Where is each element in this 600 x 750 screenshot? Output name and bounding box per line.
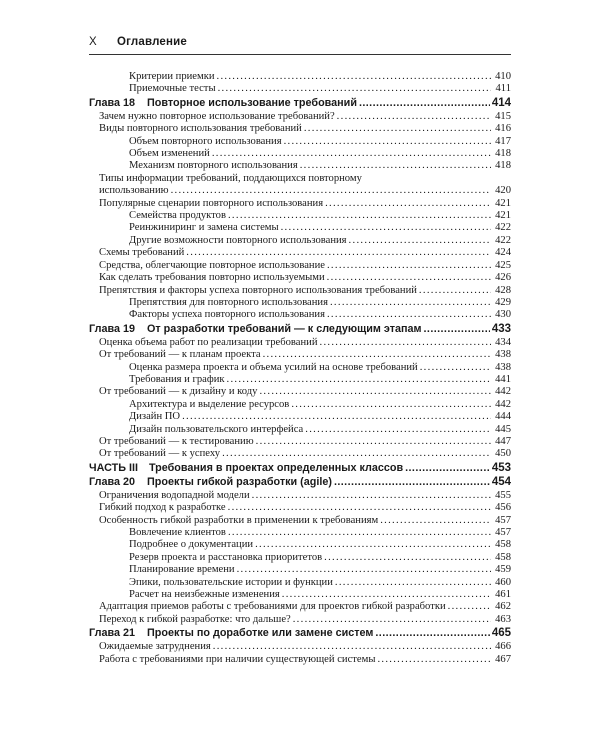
toc-entry-title: Зачем нужно повторное использование требований? bbox=[99, 110, 335, 122]
chapter-label: Глава 19 bbox=[89, 322, 135, 335]
toc-entry-title: Требования и график bbox=[129, 373, 225, 385]
toc-section[interactable] bbox=[89, 349, 511, 361]
chapter-label: Глава 18 bbox=[89, 96, 135, 109]
toc-entry-title: Глава 19 От разработки требований — к следующим этапам bbox=[89, 322, 422, 335]
toc-row bbox=[99, 448, 511, 460]
toc-row bbox=[99, 272, 511, 284]
toc-subsection[interactable] bbox=[89, 71, 511, 83]
toc-subsection[interactable] bbox=[89, 148, 511, 160]
toc-entry-title: Популярные сценарии повторного использования bbox=[99, 197, 324, 209]
toc-section[interactable] bbox=[89, 614, 511, 626]
toc-subsection[interactable] bbox=[89, 399, 511, 411]
dot-leader bbox=[218, 83, 491, 95]
toc-page-number: 458 bbox=[495, 539, 511, 551]
toc-page-number: 417 bbox=[495, 135, 511, 147]
toc-section[interactable] bbox=[89, 198, 511, 210]
toc-page-number: 463 bbox=[495, 613, 511, 625]
dot-leader bbox=[327, 272, 491, 284]
dot-leader bbox=[359, 97, 490, 109]
toc-section[interactable] bbox=[89, 641, 511, 653]
toc-page-number: 442 bbox=[495, 398, 511, 410]
toc-page-number: 418 bbox=[495, 160, 511, 172]
toc-entry-title: От требований — к планам проекта bbox=[99, 349, 261, 361]
toc-row bbox=[129, 235, 511, 247]
toc-section[interactable] bbox=[89, 448, 511, 460]
toc-row bbox=[99, 198, 511, 210]
toc-chapter[interactable] bbox=[89, 627, 511, 640]
toc-page-number: 425 bbox=[495, 259, 511, 271]
dot-leader bbox=[305, 424, 491, 436]
toc-section[interactable] bbox=[89, 123, 511, 135]
toc-entry-title: Глава 18 Повторное использование требований bbox=[89, 96, 357, 109]
toc-entry-title: Глава 21 Проекты по доработке или замене систем bbox=[89, 627, 374, 640]
toc-entry-title: От требований — к дизайну и коду bbox=[99, 386, 258, 398]
toc-entry-title: Дизайн ПО bbox=[129, 411, 181, 423]
toc-row bbox=[99, 601, 511, 613]
toc-page-number: 416 bbox=[495, 123, 511, 135]
toc-subsection[interactable] bbox=[89, 136, 511, 148]
dot-leader bbox=[171, 185, 491, 197]
toc-page-number: 414 bbox=[491, 96, 511, 109]
toc-row bbox=[129, 160, 511, 172]
toc-entry-title: Работа с требованиями при наличии существующей системы bbox=[99, 653, 376, 665]
toc-entry-title: Объем повторного использования bbox=[129, 135, 282, 147]
toc-row bbox=[89, 97, 511, 110]
toc-entry-title: От требований — к тестированию bbox=[99, 435, 254, 447]
toc-section[interactable] bbox=[89, 515, 511, 527]
dot-leader bbox=[375, 627, 489, 639]
toc-row bbox=[99, 515, 511, 527]
part-label: ЧАСТЬ III bbox=[89, 461, 138, 474]
dot-leader bbox=[228, 210, 491, 222]
toc-row bbox=[129, 297, 511, 309]
toc-row bbox=[99, 654, 511, 666]
toc-page-number: 426 bbox=[495, 272, 511, 284]
toc-page-number: 418 bbox=[495, 148, 511, 160]
toc-entry-title: Эпики, пользовательские истории и функции bbox=[129, 576, 333, 588]
dot-leader bbox=[212, 148, 491, 160]
dot-leader bbox=[252, 490, 491, 502]
toc-page-number: 444 bbox=[495, 411, 511, 423]
toc-row bbox=[99, 123, 511, 135]
dot-leader bbox=[334, 476, 490, 488]
dot-leader bbox=[182, 411, 491, 423]
toc-entry-title: Семейства продуктов bbox=[129, 210, 226, 222]
toc-subsection[interactable] bbox=[89, 564, 511, 576]
toc-subsection[interactable] bbox=[89, 309, 511, 321]
toc-page-number: 445 bbox=[495, 423, 511, 435]
dot-leader bbox=[300, 160, 491, 172]
toc-row bbox=[129, 399, 511, 411]
toc-chapter[interactable] bbox=[89, 97, 511, 110]
toc-page-number: 438 bbox=[495, 361, 511, 373]
toc-entry-title: Факторы успеха повторного использования bbox=[129, 309, 325, 321]
toc-row bbox=[129, 539, 511, 551]
toc-subsection[interactable] bbox=[89, 235, 511, 247]
toc-page-number: 447 bbox=[495, 435, 511, 447]
toc-section[interactable] bbox=[89, 436, 511, 448]
toc-subsection[interactable] bbox=[89, 210, 511, 222]
toc-entry-title: Препятствия для повторного использования bbox=[129, 296, 328, 308]
dot-leader bbox=[263, 349, 491, 361]
toc-subsection[interactable] bbox=[89, 297, 511, 309]
toc-page-number: 467 bbox=[495, 653, 511, 665]
toc-row bbox=[129, 564, 511, 576]
dot-leader bbox=[256, 436, 491, 448]
toc-subsection[interactable] bbox=[89, 160, 511, 172]
toc-subsection[interactable] bbox=[89, 374, 511, 386]
toc-entry-title: Подробнее о документации bbox=[129, 539, 254, 551]
section-title: Оглавление bbox=[117, 36, 188, 48]
dot-leader bbox=[327, 309, 491, 321]
chapter-label: Глава 21 bbox=[89, 627, 135, 640]
toc-section[interactable] bbox=[89, 247, 511, 259]
toc-page-number: 460 bbox=[495, 576, 511, 588]
toc-page-number: 457 bbox=[495, 514, 511, 526]
toc-entry-title: Вовлечение клиентов bbox=[129, 527, 226, 538]
dot-leader bbox=[284, 136, 491, 148]
dot-leader bbox=[325, 198, 491, 210]
dot-leader bbox=[377, 654, 491, 666]
toc-page-number: 434 bbox=[495, 336, 511, 348]
dot-leader bbox=[405, 462, 490, 474]
toc-row bbox=[99, 349, 511, 361]
toc-page-number: 458 bbox=[495, 551, 511, 563]
toc-row bbox=[99, 260, 511, 272]
toc-section[interactable] bbox=[89, 272, 511, 284]
dot-leader bbox=[228, 502, 491, 514]
toc-row bbox=[99, 502, 511, 514]
toc-page-number: 441 bbox=[495, 373, 511, 385]
toc-subsection[interactable] bbox=[89, 577, 511, 589]
dot-leader bbox=[291, 399, 491, 411]
toc-entry-title: Оценка размера проекта и объема усилий на основе требований bbox=[129, 361, 418, 373]
toc-page-number: 461 bbox=[495, 589, 511, 601]
toc-row bbox=[99, 285, 511, 297]
toc-entry-title: Другие возможности повторного использования bbox=[129, 234, 347, 246]
toc-row bbox=[99, 185, 511, 197]
toc-page-number: 454 bbox=[491, 475, 511, 488]
toc-entry-title: использованию bbox=[99, 185, 169, 197]
toc-page-number: 415 bbox=[495, 110, 511, 122]
dot-leader bbox=[419, 285, 491, 297]
dot-leader bbox=[255, 539, 491, 551]
toc-section[interactable] bbox=[89, 654, 511, 666]
dot-leader bbox=[349, 235, 491, 247]
toc-page-number: 457 bbox=[495, 527, 511, 538]
toc-entry-title: Архитектура и выделение ресурсов bbox=[129, 398, 290, 410]
toc-section[interactable] bbox=[89, 386, 511, 398]
toc-section[interactable] bbox=[89, 601, 511, 613]
toc-entry-title: Оценка объема работ по реализации требований bbox=[99, 336, 318, 348]
toc-row bbox=[129, 589, 511, 601]
toc-row bbox=[129, 83, 511, 95]
toc-row bbox=[89, 462, 511, 475]
toc-entry-title: Препятствия и факторы успеха повторного использования требований bbox=[99, 284, 417, 296]
toc-subsection[interactable] bbox=[89, 539, 511, 551]
toc-subsection[interactable] bbox=[89, 424, 511, 436]
toc-row bbox=[89, 323, 511, 336]
toc-page-number: 462 bbox=[495, 601, 511, 613]
dot-leader bbox=[281, 222, 491, 234]
toc-row bbox=[129, 374, 511, 386]
toc-entry-title: Особенность гибкой разработки в применении к требованиям bbox=[99, 514, 379, 526]
dot-leader bbox=[228, 527, 491, 539]
toc-entry-title: Планирование времени bbox=[129, 564, 235, 576]
toc-entry-title: Ожидаемые затруднения bbox=[99, 641, 211, 653]
toc-subsection[interactable] bbox=[89, 527, 511, 539]
dot-leader bbox=[186, 247, 491, 259]
toc-page-number: 429 bbox=[495, 296, 511, 308]
toc-page-number: 453 bbox=[491, 461, 511, 474]
toc-page-number: 442 bbox=[495, 386, 511, 398]
toc-entry-title: Реинжиниринг и замена системы bbox=[129, 222, 279, 234]
toc-entry-title: Расчет на неизбежные изменения bbox=[129, 589, 280, 601]
toc-page-number: 450 bbox=[495, 448, 511, 460]
toc-subsection[interactable] bbox=[89, 552, 511, 564]
toc-page-number: 422 bbox=[495, 234, 511, 246]
toc-row bbox=[99, 386, 511, 398]
toc-row bbox=[129, 552, 511, 564]
toc-entry-title: ЧАСТЬ III Требования в проектах определенных классов bbox=[89, 461, 404, 474]
toc-subsection[interactable] bbox=[89, 83, 511, 95]
toc-entry-title: Адаптация приемов работы с требованиями для проектов гибкой разработки bbox=[99, 601, 446, 613]
dot-leader bbox=[335, 577, 491, 589]
dot-leader bbox=[324, 552, 491, 564]
toc-page-number: 421 bbox=[495, 197, 511, 209]
header-rule bbox=[89, 54, 511, 55]
toc-page-number: 433 bbox=[491, 322, 511, 335]
toc-entry-title-line: Типы информации требований, поддающихся повторному bbox=[99, 172, 362, 184]
toc-row bbox=[129, 136, 511, 148]
toc-page-number: 424 bbox=[495, 247, 511, 259]
toc-entry-title: Приемочные тесты bbox=[129, 83, 216, 95]
toc-entry-title: Ограничения водопадной модели bbox=[99, 489, 250, 501]
toc-page-number: 455 bbox=[495, 489, 511, 501]
toc-section[interactable] bbox=[89, 173, 511, 198]
toc-row bbox=[99, 436, 511, 448]
toc-entry-title: Механизм повторного использования bbox=[129, 160, 298, 172]
toc-row bbox=[129, 309, 511, 321]
toc-subsection[interactable] bbox=[89, 589, 511, 601]
toc-row bbox=[129, 577, 511, 589]
toc-entry-title: Гибкий подход к разработке bbox=[99, 502, 226, 514]
toc-page-number: 438 bbox=[495, 349, 511, 361]
toc-page-number: 411 bbox=[495, 83, 511, 95]
dot-leader bbox=[237, 564, 491, 576]
toc-page-number: 430 bbox=[495, 309, 511, 321]
chapter-label: Глава 20 bbox=[89, 475, 135, 488]
toc-entry-title: Резерв проекта и расстановка приоритетов bbox=[129, 551, 323, 563]
toc-row bbox=[129, 71, 511, 83]
toc-entry-title: От требований — к успеху bbox=[99, 448, 221, 460]
toc-row bbox=[99, 614, 511, 626]
toc-section[interactable] bbox=[89, 502, 511, 514]
toc-page-number: 465 bbox=[491, 627, 511, 640]
dot-leader bbox=[424, 323, 490, 335]
dot-leader bbox=[337, 111, 491, 123]
toc-entry-title: Объем изменений bbox=[129, 148, 210, 160]
dot-leader bbox=[448, 601, 491, 613]
toc-chapter[interactable] bbox=[89, 323, 511, 336]
toc-page-number: 422 bbox=[495, 222, 511, 234]
toc-row bbox=[129, 148, 511, 160]
dot-leader bbox=[327, 260, 491, 272]
toc-entry-title: Дизайн пользовательского интерфейса bbox=[129, 423, 304, 435]
toc-row bbox=[129, 222, 511, 234]
table-of-contents bbox=[89, 71, 511, 666]
toc-subsection[interactable] bbox=[89, 222, 511, 234]
toc-entry-title: Критерии приемки bbox=[129, 71, 215, 82]
dot-leader bbox=[330, 297, 491, 309]
toc-row bbox=[129, 210, 511, 222]
toc-section[interactable] bbox=[89, 111, 511, 123]
toc-row bbox=[99, 247, 511, 259]
dot-leader bbox=[227, 374, 491, 386]
toc-row bbox=[99, 111, 511, 123]
toc-entry-title: Переход к гибкой разработке: что дальше? bbox=[99, 613, 291, 625]
toc-row bbox=[129, 424, 511, 436]
toc-page-number: 456 bbox=[495, 502, 511, 514]
toc-entry-title: Виды повторного использования требований bbox=[99, 123, 302, 135]
dot-leader bbox=[259, 386, 491, 398]
toc-page-number: 466 bbox=[495, 641, 511, 653]
toc-chapter[interactable] bbox=[89, 476, 511, 489]
toc-part[interactable] bbox=[89, 462, 511, 475]
dot-leader bbox=[282, 589, 491, 601]
toc-row bbox=[99, 337, 511, 349]
toc-row bbox=[89, 476, 511, 489]
toc-page-number: 410 bbox=[495, 71, 511, 82]
toc-section[interactable] bbox=[89, 490, 511, 502]
toc-row bbox=[129, 411, 511, 423]
dot-leader bbox=[320, 337, 492, 349]
dot-leader bbox=[420, 362, 491, 374]
toc-page-number: 428 bbox=[495, 284, 511, 296]
toc-row bbox=[99, 490, 511, 502]
dot-leader bbox=[304, 123, 491, 135]
toc-page-number: 459 bbox=[495, 564, 511, 576]
page-number-roman: X bbox=[89, 36, 97, 48]
toc-row bbox=[99, 641, 511, 653]
toc-entry-title: Как сделать требования повторно используемыми bbox=[99, 272, 325, 284]
dot-leader bbox=[213, 641, 491, 653]
toc-page-number: 421 bbox=[495, 210, 511, 222]
toc-section[interactable] bbox=[89, 285, 511, 297]
toc-row bbox=[89, 627, 511, 640]
toc-row bbox=[129, 527, 511, 539]
dot-leader bbox=[380, 515, 491, 527]
dot-leader bbox=[222, 448, 491, 460]
toc-subsection[interactable] bbox=[89, 411, 511, 423]
toc-entry-title: Средства, облегчающие повторное использование bbox=[99, 259, 325, 271]
toc-entry-title: Глава 20 Проекты гибкой разработки (agile) bbox=[89, 475, 332, 488]
toc-section[interactable] bbox=[89, 337, 511, 349]
toc-subsection[interactable] bbox=[89, 362, 511, 374]
dot-leader bbox=[217, 71, 491, 83]
toc-section[interactable] bbox=[89, 260, 511, 272]
toc-entry-title: Схемы требований bbox=[99, 247, 185, 259]
dot-leader bbox=[293, 614, 491, 626]
toc-row bbox=[129, 362, 511, 374]
toc-page-number: 420 bbox=[495, 185, 511, 197]
running-head bbox=[89, 36, 511, 48]
